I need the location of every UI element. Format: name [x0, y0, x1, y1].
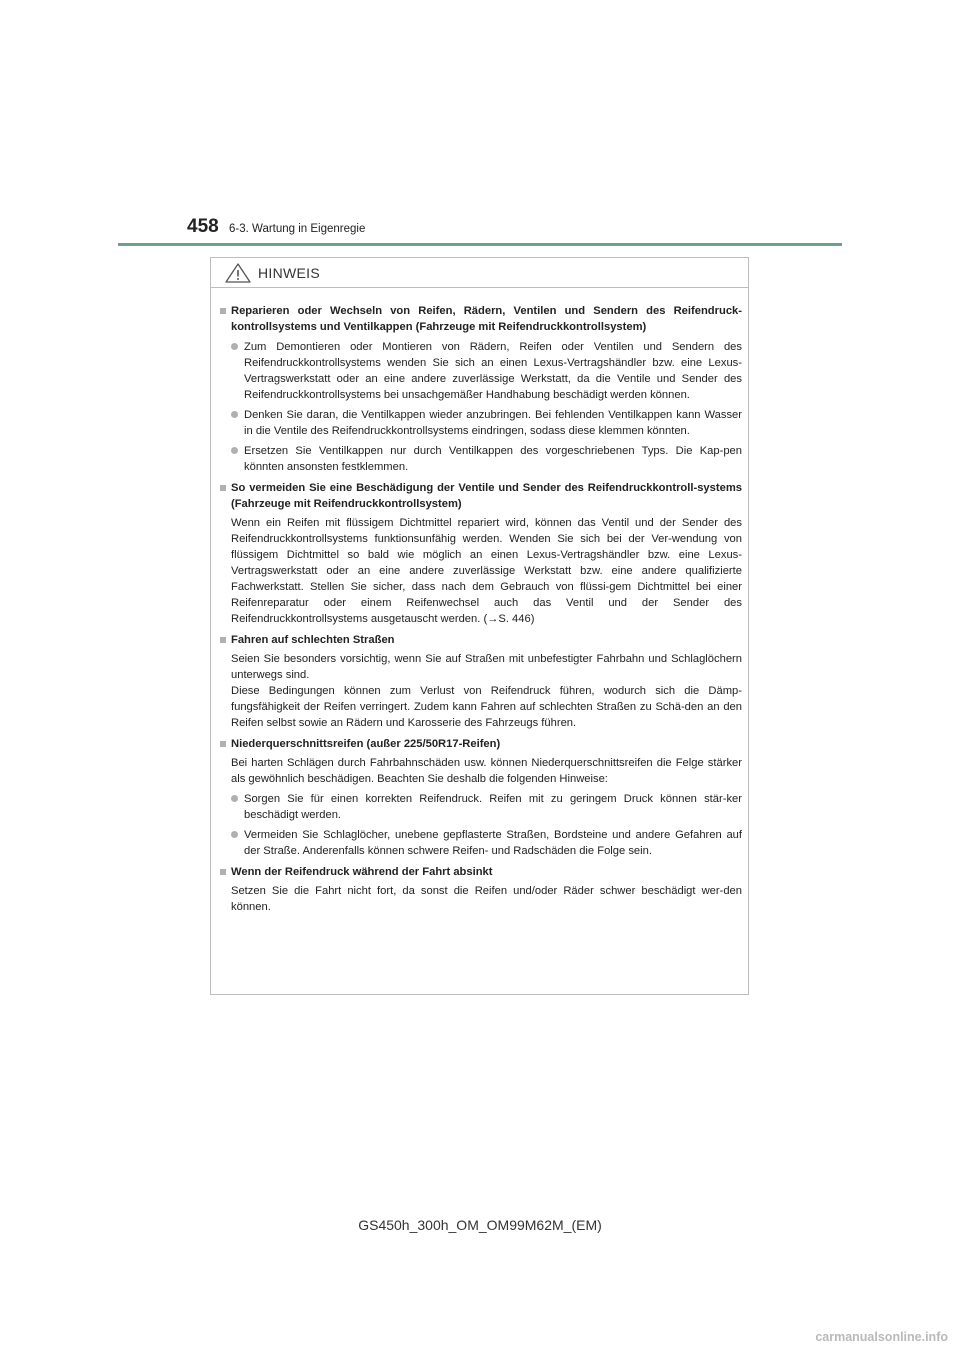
section-body: Setzen Sie die Fahrt nicht fort, da sonst die Reifen und/oder Räder schwer beschädigt wer-den können.: [231, 885, 742, 913]
square-bullet-icon: [220, 308, 226, 314]
list-item: Vermeiden Sie Schlaglöcher, unebene gepflasterte Straßen, Bordsteine und andere Gefahren auf der Straße. Anderenfalls können schwere Reifen- und Radschäden die Folge sein.: [220, 827, 742, 859]
notice-section: [220, 864, 742, 915]
header-rule: [118, 243, 842, 246]
document-code: GS450h_300h_OM_OM99M62M_(EM): [358, 1217, 602, 1233]
section-heading: So vermeiden Sie eine Beschädigung der Ventile und Sender des Reifendruckkontroll-systems (Fahrzeuge mit Reifendruckkontrollsystem): [231, 482, 742, 510]
dot-bullet-icon: [231, 795, 238, 802]
section-body: Diese Bedingungen können zum Verlust von Reifendruck führen, wodurch sich die Dämp-fungsfähigkeit der Reifen verringert. Zudem kann Fahren auf schlechten Straßen zu Schä-den an den Reifen selbst sowie an Rädern und Karosserie des Fahrzeugs führen.: [231, 685, 742, 729]
list-item: Ersetzen Sie Ventilkappen nur durch Ventilkappen des vorgeschriebenen Typs. Die Kap-pen könnten ansonsten festklemmen.: [220, 443, 742, 475]
section-heading: Wenn der Reifendruck während der Fahrt absinkt: [231, 866, 493, 878]
notice-content: [211, 288, 748, 915]
list-item: Zum Demontieren oder Montieren von Rädern, Reifen oder Ventilen und Sendern des Reifendruckkontrollsystems wenden Sie sich an einen Lexus-Vertragshändler bzw. eine Lexus-Vertragswerkstatt oder an eine andere zuverlässige Werkstatt, da die Ventile und Sender des Reifendruckkontrollsystems bei unsachgemäßer Handhabung beschädigt werden können.: [220, 339, 742, 403]
square-bullet-icon: [220, 741, 226, 747]
section-heading: Niederquerschnittsreifen (außer 225/50R17-Reifen): [231, 738, 501, 750]
list-item: Sorgen Sie für einen korrekten Reifendruck. Reifen mit zu geringem Druck können stär-ker beschädigt werden.: [220, 791, 742, 823]
square-bullet-icon: [220, 637, 226, 643]
notice-header: [211, 258, 748, 288]
page-header: [187, 216, 365, 238]
warning-triangle-icon: [225, 263, 251, 283]
dot-bullet-icon: [231, 447, 238, 454]
notice-section: [220, 480, 742, 627]
section-heading: Fahren auf schlechten Straßen: [231, 634, 395, 646]
notice-section: [220, 736, 742, 859]
square-bullet-icon: [220, 869, 226, 875]
dot-bullet-icon: [231, 343, 238, 350]
page-number: 458: [187, 216, 219, 237]
square-bullet-icon: [220, 485, 226, 491]
section-heading: Reparieren oder Wechseln von Reifen, Rädern, Ventilen und Sendern des Reifendruck-kontrollsystems und Ventilkappen (Fahrzeuge mit Reifendruckkontrollsystem): [231, 305, 742, 333]
list-item: Denken Sie daran, die Ventilkappen wieder anzubringen. Bei fehlenden Ventilkappen kann Wasser in die Ventile des Reifendruckkontrollsystems eindringen, sodass diese klemmen könnten.: [220, 407, 742, 439]
section-body: Wenn ein Reifen mit flüssigem Dichtmittel repariert wird, können das Ventil und der Sender des Reifendruckkontrollsystems funktionsunfähig werden. Wenden Sie sich bei der Ver-wendung von flüssigem Dichtmittel so bald wie möglich an einen Lexus-Vertragshändler bzw. eine Lexus-Vertragswerkstatt oder an eine andere zuverlässige Werkstatt bzw. eine andere qualifizierte Fachwerkstatt. Stellen Sie sicher, dass nach dem Gebrauch von flüssi-gem Dichtmittel bei einer Reifenreparatur oder einem Reifenwechsel auch das Ventil und der Sender des Reifendruckkontrollsystems ausgetauscht werden. (→S. 446): [231, 517, 742, 625]
section-body: Bei harten Schlägen durch Fahrbahnschäden usw. können Niederquerschnittsreifen die Felge stärker als gewöhnlich beschädigen. Beachten Sie deshalb die folgenden Hinweise:: [231, 757, 742, 785]
dot-bullet-icon: [231, 411, 238, 418]
notice-section: [220, 303, 742, 475]
notice-box: [210, 257, 749, 995]
section-body: Seien Sie besonders vorsichtig, wenn Sie auf Straßen mit unbefestigter Fahrbahn und Schlaglöchern unterwegs sind.: [231, 653, 742, 681]
watermark: carmanualsonline.info: [815, 1330, 948, 1344]
notice-section: [220, 632, 742, 731]
notice-title: HINWEIS: [258, 264, 320, 281]
section-title: 6-3. Wartung in Eigenregie: [229, 223, 366, 235]
dot-bullet-icon: [231, 831, 238, 838]
